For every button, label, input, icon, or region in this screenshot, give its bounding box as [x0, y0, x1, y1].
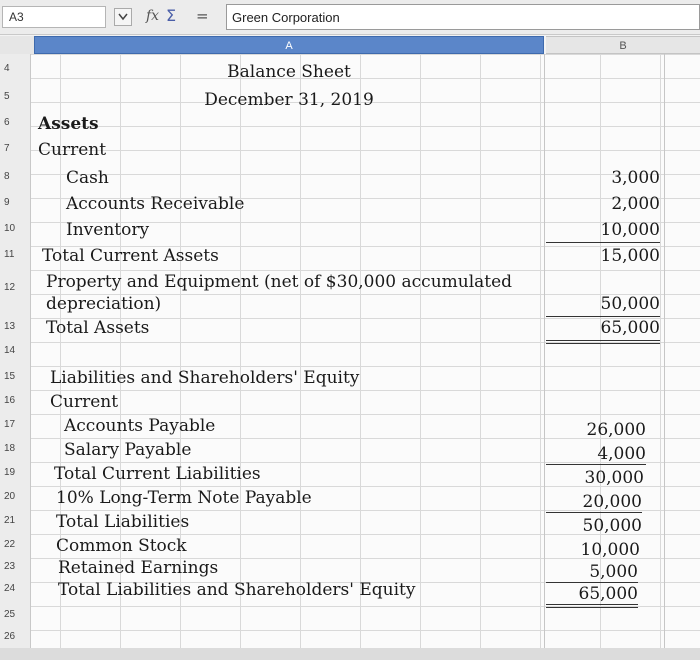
- line-item-value: 10,000: [600, 220, 660, 240]
- autosum-icon[interactable]: Σ: [166, 6, 177, 25]
- name-box[interactable]: A3: [2, 6, 106, 28]
- formula-bar: [0, 0, 700, 35]
- row-number: 5: [4, 91, 10, 102]
- row-number: 9: [4, 197, 10, 208]
- row-number: 25: [4, 609, 16, 620]
- section-heading: Assets: [38, 114, 99, 134]
- total-label: Total Assets: [46, 318, 150, 338]
- column-divider: [664, 54, 665, 654]
- line-item-label: Property and Equipment (net of $30,000 accumulated: [46, 272, 513, 292]
- row-number: 26: [4, 631, 16, 642]
- chevron-down-icon: [118, 13, 128, 21]
- name-box-dropdown[interactable]: [114, 8, 132, 26]
- row-number: 12: [4, 282, 16, 293]
- line-item-label: Accounts Payable: [64, 416, 216, 436]
- row-number: 19: [4, 467, 16, 478]
- line-item-value: 4,000: [597, 444, 646, 464]
- row-number: 18: [4, 443, 16, 454]
- line-item-value: 50,000: [600, 294, 660, 314]
- total-value: 65,000: [600, 318, 660, 338]
- line-item-value: 2,000: [611, 194, 660, 214]
- row-number: 17: [4, 419, 16, 430]
- row-number: 13: [4, 321, 16, 332]
- row-number: 22: [4, 539, 16, 550]
- line-item-label: Accounts Receivable: [66, 194, 245, 214]
- line-item-label: Common Stock: [56, 536, 187, 556]
- line-item-label: 10% Long-Term Note Payable: [56, 488, 312, 508]
- row-number: 21: [4, 515, 16, 526]
- subtotal-value: 15,000: [600, 246, 660, 266]
- line-item-value: 26,000: [586, 420, 646, 440]
- line-item-label-continued: depreciation): [46, 294, 162, 314]
- line-item-label: Cash: [66, 168, 109, 188]
- total-label: Total Liabilities and Shareholders' Equity: [58, 580, 416, 600]
- formula-equals-icon[interactable]: =: [196, 7, 209, 25]
- subtotal-value: 30,000: [584, 468, 644, 488]
- subsection-heading: Current: [50, 392, 119, 412]
- sheet-title: Balance Sheet: [227, 62, 351, 82]
- row-number: 14: [4, 345, 16, 356]
- subtotal-value: 50,000: [582, 516, 642, 536]
- line-item-label: Inventory: [66, 220, 150, 240]
- subtotal-label: Total Liabilities: [56, 512, 190, 532]
- row-number: 10: [4, 223, 16, 234]
- line-item-value: 5,000: [589, 562, 638, 582]
- line-item-value: 10,000: [580, 540, 640, 560]
- sheet-tab-bar[interactable]: [0, 648, 700, 660]
- line-item-label: Salary Payable: [64, 440, 192, 460]
- line-item-value: 20,000: [582, 492, 642, 512]
- subtotal-label: Total Current Liabilities: [54, 464, 261, 484]
- row-number: 7: [4, 143, 10, 154]
- row-number: 11: [4, 249, 15, 260]
- row-number: 8: [4, 171, 10, 182]
- column-header-b[interactable]: B: [546, 36, 700, 54]
- line-item-label: Retained Earnings: [58, 558, 219, 578]
- sheet-date: December 31, 2019: [204, 90, 374, 110]
- row-number: 15: [4, 371, 16, 382]
- column-header-a[interactable]: A: [34, 36, 544, 54]
- line-item-value: 3,000: [611, 168, 660, 188]
- row-number: 20: [4, 491, 16, 502]
- column-divider: [544, 54, 545, 654]
- row-number: 6: [4, 117, 10, 128]
- subtotal-label: Total Current Assets: [42, 246, 219, 266]
- row-number: 16: [4, 395, 16, 406]
- total-value: 65,000: [578, 584, 638, 604]
- row-number: 24: [4, 583, 16, 594]
- row-number: 23: [4, 561, 16, 572]
- select-all-corner[interactable]: [0, 36, 34, 55]
- subsection-heading: Current: [38, 140, 107, 160]
- formula-input[interactable]: Green Corporation: [226, 4, 700, 30]
- section-heading: Liabilities and Shareholders' Equity: [50, 368, 360, 388]
- insert-function-icon[interactable]: fx: [146, 8, 160, 24]
- row-number: 4: [4, 63, 10, 74]
